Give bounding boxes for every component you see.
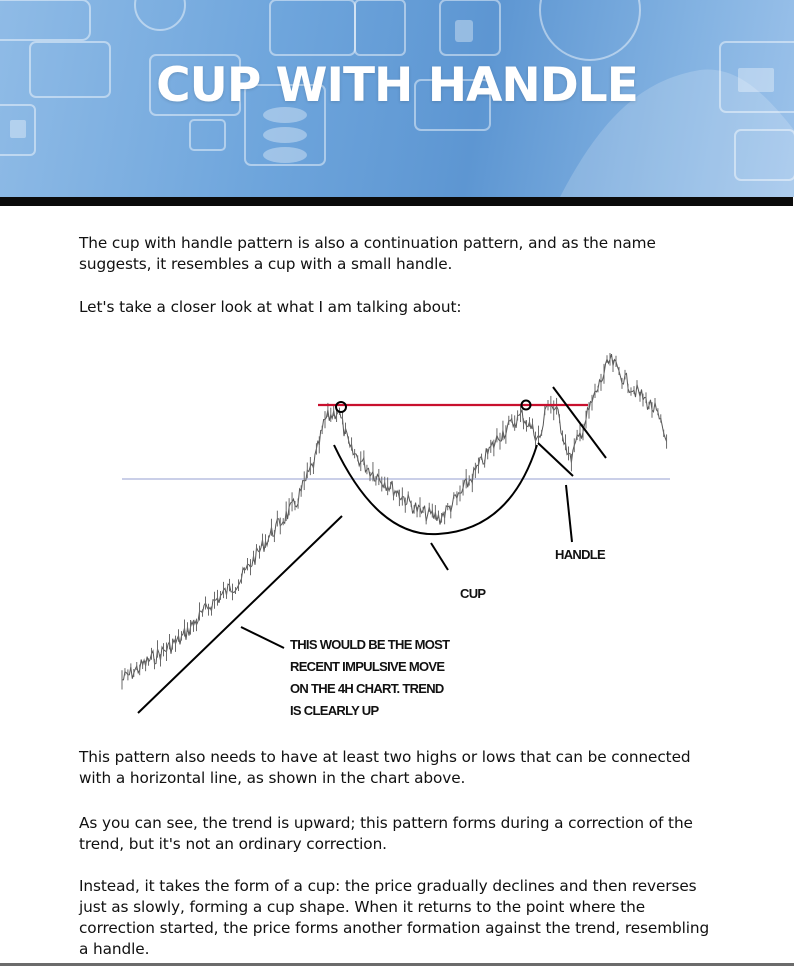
cup-with-handle-chart (110, 340, 680, 730)
handle-label: HANDLE (555, 547, 605, 562)
first-high-marker (336, 402, 346, 412)
lead-in-paragraph: Let's take a closer look at what I am talking about: (79, 298, 462, 316)
cup-pointer (431, 543, 448, 570)
annotation-line-2: RECENT IMPULSIVE MOVE (290, 659, 445, 674)
cup-description-paragraph: Instead, it takes the form of a cup: the price gradually declines and then reverses just as slowly, forming a cup shape. When it returns to the point where the correction started, the price forms another formation against the trend, resembling a handle. (79, 877, 710, 958)
header-banner (0, 0, 794, 197)
banner-divider (0, 197, 793, 206)
annotation-pointer (241, 627, 284, 648)
handle-pointer (566, 485, 572, 542)
intro-paragraph: The cup with handle pattern is also a continuation pattern, and as the name suggests, it resembles a cup with a small handle. (79, 234, 656, 273)
annotation-line-4: IS CLEARLY UP (290, 703, 379, 718)
handle-line (538, 443, 573, 476)
cup-label: CUP (460, 586, 486, 601)
page-title: CUP WITH HANDLE (156, 58, 638, 113)
horizontal-line-paragraph: This pattern also needs to have at least two highs or lows that can be connected with a horizontal line, as shown in the chart above. (79, 748, 691, 787)
handle-upper-line (553, 387, 606, 458)
annotation-line-3: ON THE 4H CHART. TREND (290, 681, 444, 696)
annotation-line-1: THIS WOULD BE THE MOST (290, 637, 450, 652)
cup-curve (334, 445, 537, 534)
price-series (122, 354, 667, 680)
trend-paragraph: As you can see, the trend is upward; this pattern forms during a correction of the trend, but it's not an ordinary correction. (79, 814, 693, 853)
